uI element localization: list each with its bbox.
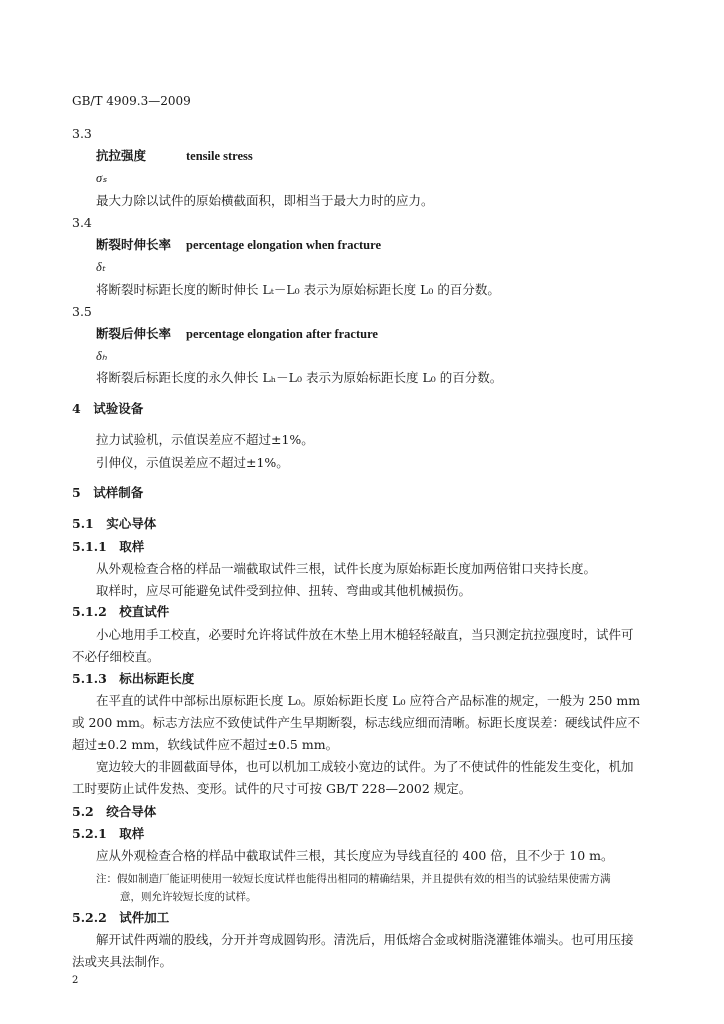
section-5-1-3-para2-line-1: 宽边较大的非圆截面导体，也可以机加工成较小宽边的试件。为了不使试件的性能发生变化，机加: [96, 759, 634, 774]
clause-3-4-definition: 将断裂时标距长度的断时伸长 Lₜ－L₀ 表示为原始标距长度 L₀ 的百分数。: [96, 282, 500, 297]
section-5-1-2-heading: 5.1.2 校直试件: [72, 604, 170, 619]
section-5-1-1-heading: 5.1.1 取样: [72, 539, 145, 554]
section-5-1-3-para2-line-2: 工时要防止试件发热、变形。试件的尺寸可按 GB/T 228—2002 规定。: [72, 781, 472, 796]
section-5-heading: 5 试样制备: [72, 485, 144, 500]
section-4-line-1: 拉力试验机，示值误差应不超过±1%。: [96, 432, 314, 447]
section-5-1-2-para-line-1: 小心地用手工校直，必要时允许将试件放在木垫上用木槌轻轻敲直，当只测定抗拉强度时，试件可: [96, 627, 634, 642]
section-5-1-3-para-line-3: 超过±0.2 mm，软线试件应不超过±0.5 mm。: [72, 737, 339, 752]
clause-3-3-term-en: tensile stress: [186, 149, 253, 163]
clause-3-4-term: 断裂时伸长率: [96, 237, 172, 252]
section-5-2-1-note-line-1: 注：假如制造厂能证明使用一较短长度试样也能得出相同的精确结果，并且提供有效的相当的试验结果使需方满: [96, 873, 611, 885]
section-5-1-2-para-line-2: 不必仔细校直。: [72, 649, 160, 664]
section-5-2-heading: 5.2 绞合导体: [72, 804, 157, 819]
clause-3-3-definition: 最大力除以试件的原始横截面积，即相当于最大力时的应力。: [96, 193, 434, 208]
clause-3-5-term: 断裂后伸长率: [96, 326, 172, 341]
clause-3-3-number: 3.3: [72, 126, 92, 141]
clause-3-4-number: 3.4: [72, 215, 92, 230]
section-4-line-2: 引伸仪，示值误差应不超过±1%。: [96, 455, 289, 470]
clause-3-4-term-en: percentage elongation when fracture: [186, 238, 381, 252]
page-number: 2: [72, 975, 79, 986]
section-5-2-2-heading: 5.2.2 试件加工: [72, 910, 170, 925]
section-5-2-2-para-line-2: 法或夹具法制作。: [72, 954, 173, 969]
page-header: GB/T 4909.3—2009: [72, 94, 191, 108]
section-5-1-heading: 5.1 实心导体: [72, 516, 157, 531]
section-5-1-3-para-line-1: 在平直的试件中部标出原标距长度 L₀。原始标距长度 L₀ 应符合产品标准的规定，一般为 250 mm: [96, 693, 641, 708]
section-4-heading: 4 试验设备: [72, 401, 144, 416]
clause-3-5-number: 3.5: [72, 304, 92, 319]
section-5-1-1-para-2: 取样时，应尽可能避免试件受到拉伸、扭转、弯曲或其他机械损伤。: [96, 583, 472, 598]
clause-3-5-term-en: percentage elongation after fracture: [186, 327, 378, 341]
clause-3-4-symbol: δₜ: [96, 260, 106, 274]
clause-3-3-term: 抗拉强度: [96, 148, 147, 163]
section-5-2-1-para: 应从外观检查合格的样品中截取试件三根，其长度应为导线直径的 400 倍，且不少于 10 m。: [96, 848, 614, 863]
clause-3-5-symbol: δₕ: [96, 349, 107, 363]
clause-3-3-symbol: σₛ: [96, 171, 107, 185]
section-5-2-1-heading: 5.2.1 取样: [72, 826, 145, 841]
section-5-2-1-note-line-2: 意，则允许较短长度的试样。: [120, 891, 257, 903]
section-5-1-1-para-1: 从外观检查合格的样品一端截取试件三根，试件长度为原始标距长度加两倍钳口夹持长度。: [96, 561, 597, 576]
section-5-1-3-para-line-2: 或 200 mm。标志方法应不致使试件产生早期断裂，标志线应细而清晰。标距长度误差：硬线试件应不: [72, 715, 641, 730]
section-5-2-2-para-line-1: 解开试件两端的股线，分开并弯成圆钩形。清洗后，用低熔合金或树脂浇灌锥体端头。也可用压接: [96, 932, 634, 947]
clause-3-5-definition: 将断裂后标距长度的永久伸长 Lₕ－L₀ 表示为原始标距长度 L₀ 的百分数。: [96, 370, 503, 385]
section-5-1-3-heading: 5.1.3 标出标距长度: [72, 671, 195, 686]
